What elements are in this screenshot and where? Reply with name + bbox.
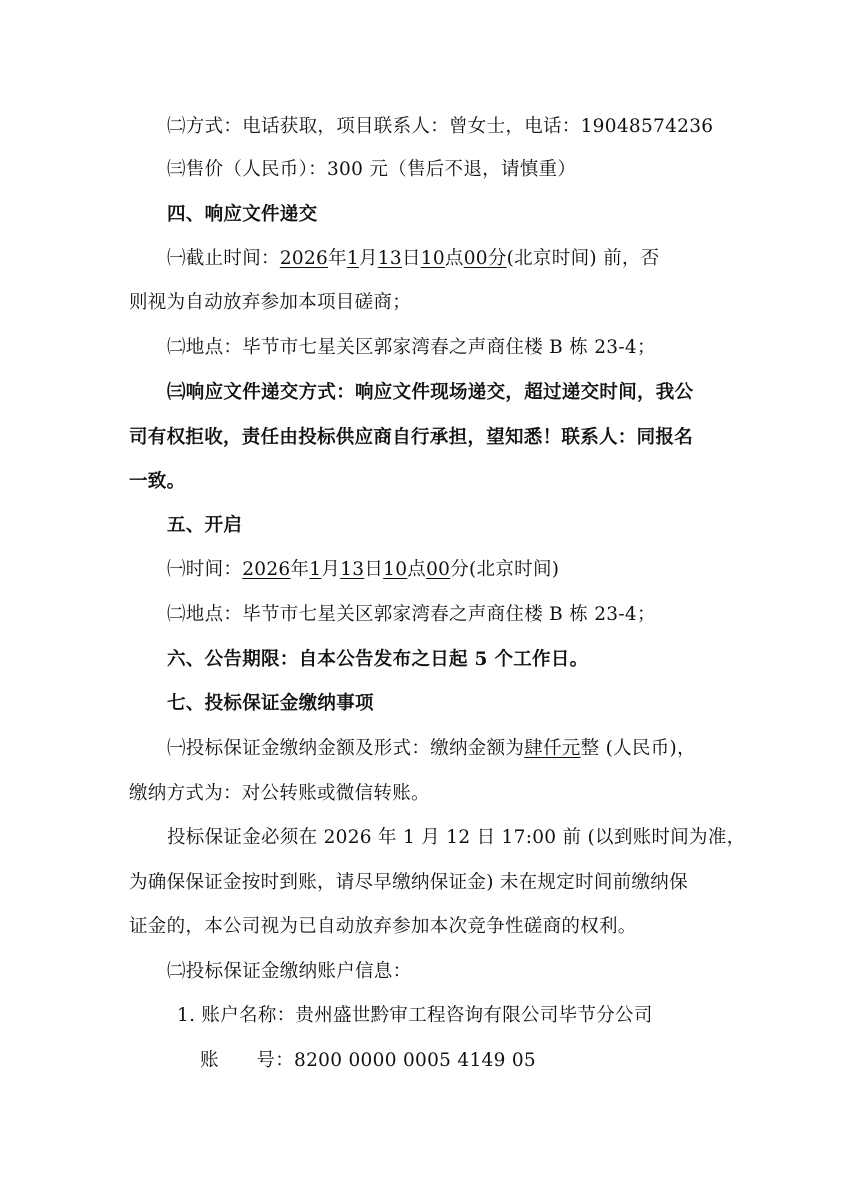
- opening-prefix: ㈠时间：: [167, 559, 243, 580]
- deadline-year: 2026: [279, 248, 329, 269]
- opening-hour: 10: [383, 559, 408, 580]
- deposit-amount-suffix: 整 (人民币)，: [580, 738, 696, 759]
- account-number-value: 8200 0000 0005 4149 05: [294, 1050, 537, 1071]
- opening-month: 1: [309, 559, 322, 580]
- hour-unit: 点: [407, 559, 427, 580]
- opening-minute: 00: [426, 559, 451, 580]
- minute-unit: 分: [487, 248, 507, 269]
- deposit-amount-value: 肆仟元: [524, 738, 581, 759]
- month-unit: 月: [321, 559, 341, 580]
- year-unit: 年: [290, 559, 310, 580]
- submission-method-line-2: 司有权拒收，责任由投标供应商自行承担，望知悉！联系人：同报名: [129, 427, 694, 448]
- submission-method-line-1: ㈢响应文件递交方式：响应文件现场递交，超过递交时间，我公: [167, 382, 694, 403]
- deposit-amount-line: [167, 736, 696, 762]
- month-unit: 月: [358, 248, 378, 269]
- deadline-suffix: (北京时间) 前，否: [506, 248, 660, 269]
- purchase-method-line: ㈡方式：电话获取，项目联系人：曾女士，电话：19048574236: [167, 116, 714, 137]
- submission-deadline-line-2: 则视为自动放弃参加本项目磋商；: [129, 292, 412, 313]
- submission-method-line-3: 一致。: [129, 471, 186, 492]
- year-unit: 年: [328, 248, 347, 269]
- minute-unit: 分: [450, 559, 470, 580]
- deposit-method-line: 缴纳方式为：对公转账或微信转账。: [129, 783, 430, 804]
- deadline-hour: 10: [420, 248, 445, 269]
- account-name-line: 1. 账户名称：贵州盛世黔审工程咨询有限公司毕节分公司: [177, 1005, 653, 1026]
- deadline-day: 13: [377, 248, 402, 269]
- deadline-month: 1: [346, 248, 359, 269]
- deadline-minute: 00: [463, 248, 488, 269]
- submission-location-line: ㈡地点：毕节市七星关区郭家湾春之声商住楼 B 栋 23-4；: [167, 337, 656, 358]
- submission-deadline-line: [167, 246, 659, 272]
- hour-unit: 点: [444, 248, 464, 269]
- opening-time-line: [167, 557, 559, 583]
- deposit-deadline-line-3: 证金的，本公司视为已自动放弃参加本次竞争性磋商的权利。: [129, 916, 637, 937]
- account-number-label: 账 号：: [200, 1050, 295, 1071]
- day-unit: 日: [364, 559, 384, 580]
- opening-location-line: ㈡地点：毕节市七星关区郭家湾春之声商住楼 B 栋 23-4；: [167, 604, 656, 625]
- deposit-deadline-line-2: 为确保保证金按时到账，请尽早缴纳保证金) 未在规定时间前缴纳保: [129, 872, 688, 893]
- section-7-heading: 七、投标保证金缴纳事项: [167, 693, 374, 714]
- deposit-deadline-line-1: 投标保证金必须在 2026 年 1 月 12 日 17:00 前 (以到账时间为准，: [167, 827, 746, 848]
- opening-day: 13: [340, 559, 365, 580]
- deadline-prefix: ㈠截止时间：: [167, 248, 280, 269]
- deposit-amount-prefix: ㈠投标保证金缴纳金额及形式：缴纳金额为: [167, 738, 525, 759]
- section-4-heading: 四、响应文件递交: [167, 204, 318, 225]
- opening-year: 2026: [242, 559, 291, 580]
- section-5-heading: 五、开启: [167, 515, 243, 536]
- account-number-line: [200, 1048, 536, 1074]
- day-unit: 日: [401, 248, 421, 269]
- account-info-heading: ㈡投标保证金缴纳账户信息：: [167, 961, 412, 982]
- opening-suffix: (北京时间): [469, 559, 560, 580]
- section-6-heading: 六、公告期限：自本公告发布之日起 5 个工作日。: [167, 649, 589, 670]
- price-line: ㈢售价（人民币）：300 元（售后不退，请慎重）: [167, 159, 577, 180]
